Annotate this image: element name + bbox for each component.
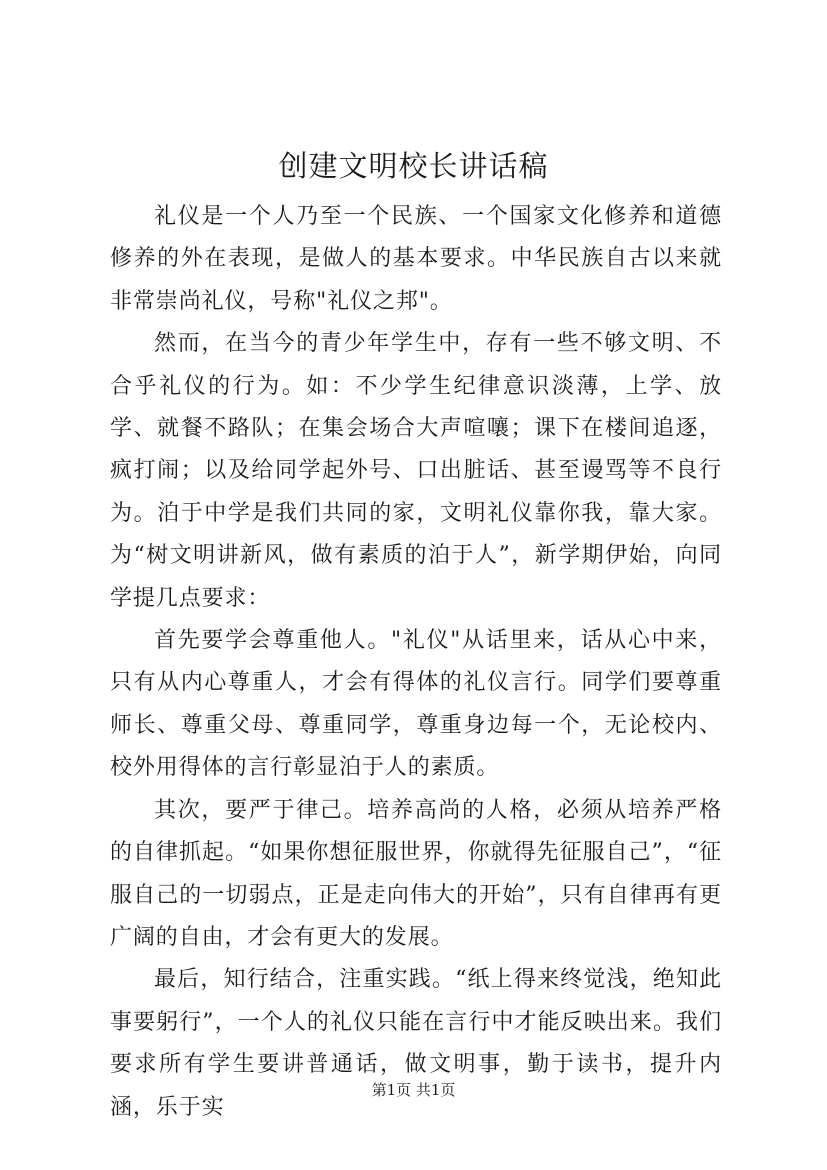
paragraph-4: 其次，要严于律己。培养高尚的人格，必须从培养严格的自律抓起。“如果你想征服世界，你就得先征服自己”，“征服自己的一切弱点，正是走向伟大的开始”，只有自律再有更广阔的自由，才会有更大的发展。: [110, 797, 722, 950]
document-title: 创建文明校长讲话稿: [278, 149, 549, 183]
paragraph-1: 礼仪是一个人乃至一个民族、一个国家文化修养和道德修养的外在表现，是做人的基本要求。中华民族自古以来就非常崇尚礼仪，号称"礼仪之邦"。: [110, 204, 722, 314]
paragraph-2: 然而，在当今的青少年学生中，存有一些不够文明、不合乎礼仪的行为。如：不少学生纪律意识淡薄，上学、放学、就餐不路队；在集会场合大声喧嚷；课下在楼间追逐，疯打闹；以及给同学起外号、口出脏话、甚至谩骂等不良行为。泊于中学是我们共同的家，文明礼仪靠你我，靠大家。为“树文明讲新风，做有素质的泊于人”，新学期伊始，向同学提几点要求：: [110, 331, 722, 611]
paragraph-5: 最后，知行结合，注重实践。“纸上得来终觉浅，绝知此事要躬行”，一个人的礼仪只能在言行中才能反映出来。我们要求所有学生要讲普通话，做文明事，勤于读书，提升内涵，乐于实: [110, 967, 722, 1120]
document-body: [110, 196, 722, 1129]
paragraph-3: 首先要学会尊重他人。"礼仪"从话里来，话从心中来，只有从内心尊重人，才会有得体的礼仪言行。同学们要尊重师长、尊重父母、尊重同学，尊重身边每一个，无论校内、校外用得体的言行彰显泊于人的素质。: [110, 628, 722, 781]
page-footer: 第1页 共1页: [371, 1081, 456, 1099]
